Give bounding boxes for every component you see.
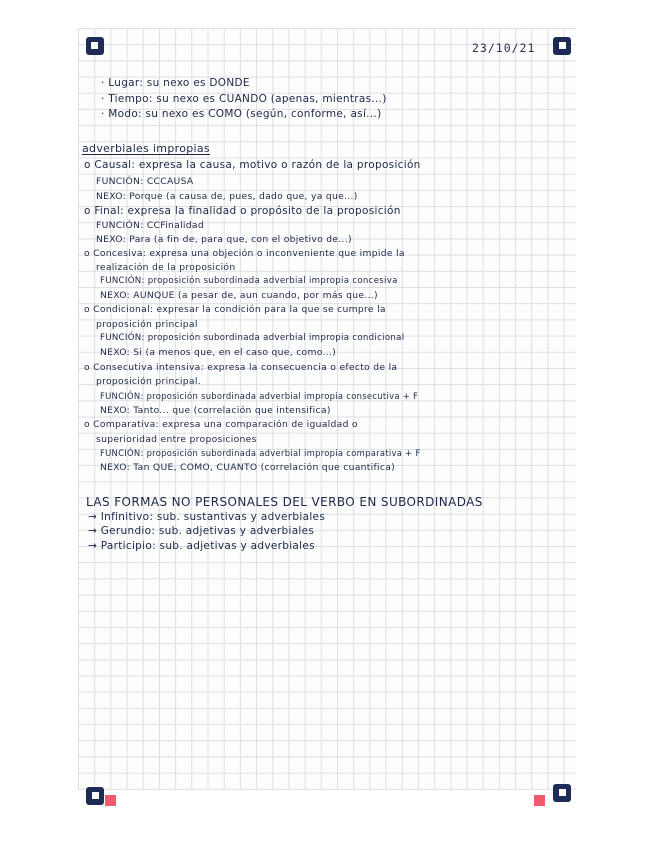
note-line: · Lugar: su nexo es DONDE xyxy=(101,77,250,89)
note-line: · Tiempo: su nexo es CUANDO (apenas, mientras...) xyxy=(101,93,387,105)
note-line: o Concesiva: expresa una objeción o inconveniente que impide la xyxy=(84,248,405,259)
note-line: proposición principal. xyxy=(96,376,201,387)
note-line: NEXO: AUNQUE (a pesar de, aun cuando, por más que...) xyxy=(100,290,378,301)
note-line: superioridad entre proposiciones xyxy=(96,434,257,445)
note-line: realización de la proposición xyxy=(96,262,236,273)
corner-marker-icon xyxy=(553,37,571,55)
note-line: · Modo: su nexo es COMO (según, conforme, así...) xyxy=(101,108,382,120)
corner-marker-icon xyxy=(86,37,104,55)
note-line: FUNCIÓN: proposición subordinada adverbial impropia concesiva xyxy=(100,276,398,286)
note-line: NEXO: Tanto... que (correlación que intensifica) xyxy=(100,405,331,416)
note-line: FUNCIÓN: proposición subordinada adverbial impropia consecutiva + F xyxy=(100,391,419,401)
note-line: o Consecutiva intensiva: expresa la consecuencia o efecto de la xyxy=(84,362,398,373)
section-heading: adverbiales impropias xyxy=(82,142,210,155)
note-line: NEXO: Si (a menos que, en el caso que, como...) xyxy=(100,347,337,358)
corner-marker-icon xyxy=(553,784,571,802)
note-line: FUNCIÓN: CCCAUSA xyxy=(96,176,194,187)
note-line: → Participio: sub. adjetivas y adverbiales xyxy=(88,540,315,552)
note-line: NEXO: Para (a fin de, para que, con el objetivo de...) xyxy=(96,234,352,245)
date-label: 23/10/21 xyxy=(472,41,536,55)
note-line: proposición principal xyxy=(96,319,198,330)
section-title: LAS FORMAS NO PERSONALES DEL VERBO EN SUBORDINADAS xyxy=(86,495,483,509)
note-line: o Condicional: expresar la condición para la que se cumpre la xyxy=(84,304,386,315)
corner-marker-icon xyxy=(86,787,104,805)
note-line: o Causal: expresa la causa, motivo o razón de la proposición xyxy=(84,159,421,171)
pink-square-icon xyxy=(105,795,116,806)
note-line: NEXO: Tan QUE, COMO, CUANTO (correlación que cuantifica) xyxy=(100,462,396,473)
note-line: → Gerundio: sub. adjetivas y adverbiales xyxy=(88,525,315,537)
note-line: → Infinitivo: sub. sustantivas y adverbiales xyxy=(88,511,326,523)
note-line: FUNCIÓN: proposición subordinada adverbial impropia condicional xyxy=(100,333,405,343)
note-line: o Final: expresa la finalidad o propósito de la proposición xyxy=(84,205,401,217)
note-line: o Comparativa: expresa una comparación de igualdad o xyxy=(84,419,358,430)
pink-square-icon xyxy=(534,795,545,806)
note-line: NEXO: Porque (a causa de, pues, dado que, ya que...) xyxy=(96,191,358,202)
note-line: FUNCIÓN: CCFinalidad xyxy=(96,220,204,231)
note-line: FUNCIÓN: proposición subordinada adverbial impropia comparativa + F xyxy=(100,448,421,458)
